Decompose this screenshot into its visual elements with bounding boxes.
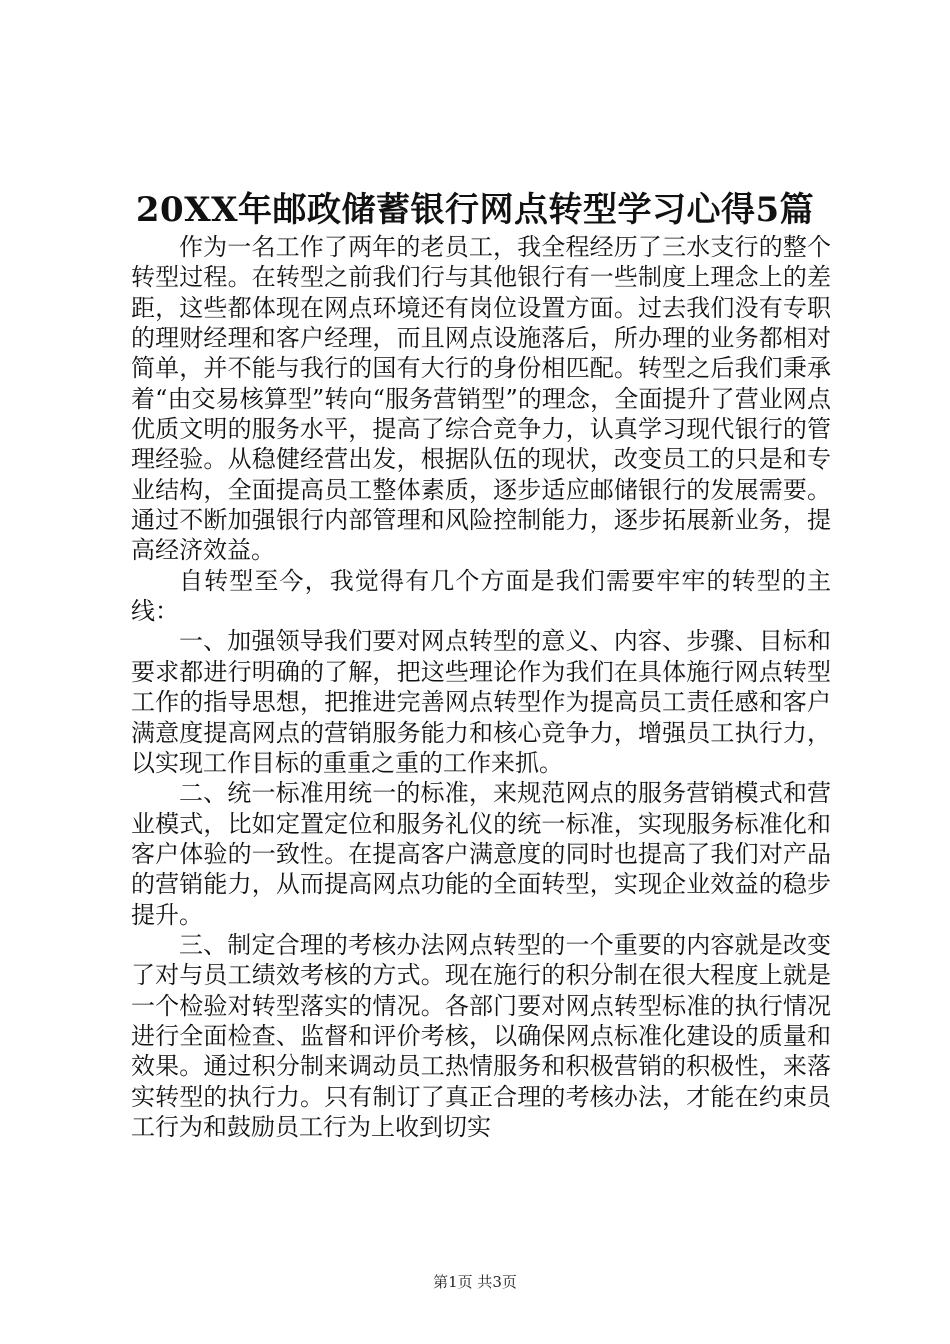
paragraph-main-lines: 自转型至今，我觉得有几个方面是我们需要牢牢的转型的主线：: [131, 566, 831, 626]
paragraph-point-3: 三、制定合理的考核办法网点转型的一个重要的内容就是改变了对与员工绩效考核的方式。现在施行的积分制在很大程度上就是一个检验对转型落实的情况。各部门要对网点转型标准的执行情况进行全面检查、监督和评价考核，以确保网点标准化建设的质量和效果。通过积分制来调动员工热情服务和积极营销的积极性，来落实转型的执行力。只有制订了真正合理的考核办法，才能在约束员工行为和鼓励员工行为上收到切实: [131, 930, 831, 1141]
paragraph-point-1: 一、加强领导我们要对网点转型的意义、内容、步骤、目标和要求都进行明确的了解，把这些理论作为我们在具体施行网点转型工作的指导思想，把推进完善网点转型作为提高员工责任感和客户满意度提高网点的营销服务能力和核心竞争力，增强员工执行力，以实现工作目标的重重之重的工作来抓。: [131, 627, 831, 777]
document-body: [131, 232, 831, 1142]
page-footer: 第1页 共3页: [433, 1273, 517, 1291]
paragraph-point-2: 二、统一标准用统一的标准，来规范网点的服务营销模式和营业模式，比如定置定位和服务礼仪的统一标准，实现服务标准化和客户体验的一致性。在提高客户满意度的同时也提高了我们对产品的营销能力，从而提高网点功能的全面转型，实现企业效益的稳步提升。: [131, 779, 831, 929]
paragraph-intro: 作为一名工作了两年的老员工，我全程经历了三水支行的整个转型过程。在转型之前我们行与其他银行有一些制度上理念上的差距，这些都体现在网点环境还有岗位设置方面。过去我们没有专职的理财经理和客户经理，而且网点设施落后，所办理的业务都相对简单，并不能与我行的国有大行的身份相匹配。转型之后我们秉承着“由交易核算型”转向“服务营销型”的理念，全面提升了营业网点优质文明的服务水平，提高了综合竞争力，认真学习现代银行的管理经验。从稳健经营出发，根据队伍的现状，改变员工的只是和专业结构，全面提高员工整体素质，逐步适应邮储银行的发展需要。通过不断加强银行内部管理和风险控制能力，逐步拓展新业务，提高经济效益。: [131, 233, 831, 565]
document-title: 20XX年邮政储蓄银行网点转型学习心得5篇: [135, 190, 815, 230]
